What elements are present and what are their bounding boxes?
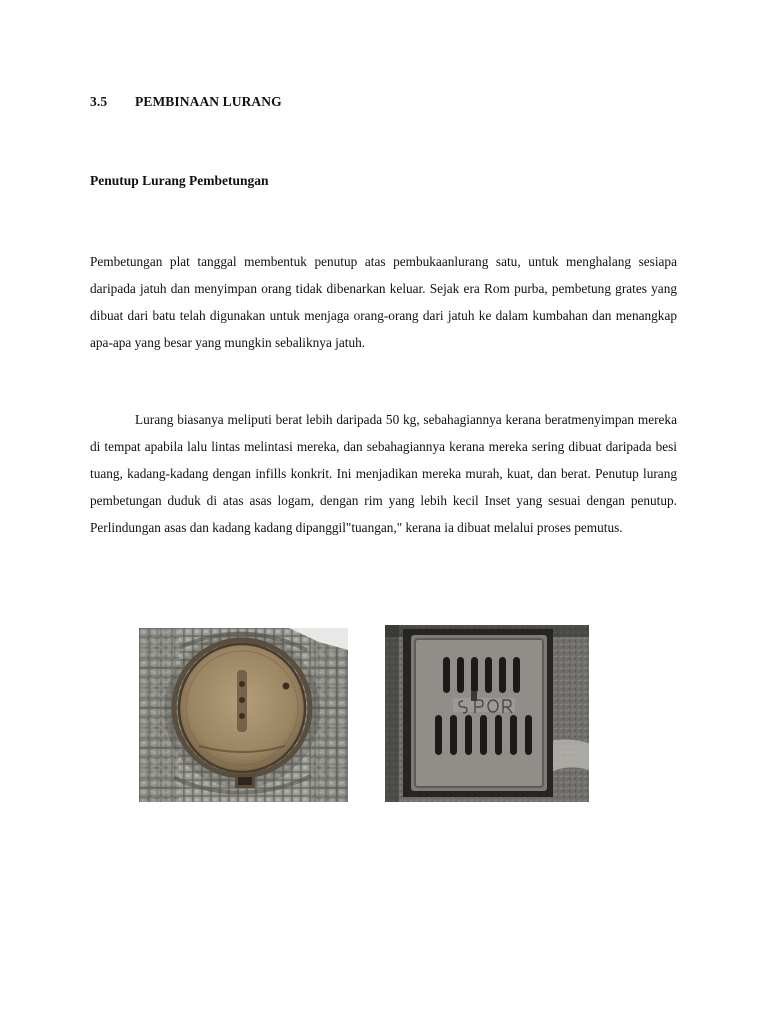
sewer-grate-photo xyxy=(385,625,589,802)
section-title: PEMBINAAN LURANG xyxy=(135,94,282,109)
subheading: Penutup Lurang Pembetungan xyxy=(90,173,269,188)
manhole-cover-photo xyxy=(139,628,348,802)
section-number: 3.5 xyxy=(90,94,108,109)
sewer-grate-image xyxy=(385,625,589,802)
section-heading xyxy=(90,94,282,110)
manhole-cover-image xyxy=(139,628,348,802)
paragraph-1: Pembetungan plat tanggal membentuk penutup atas pembukaanlurang satu, untuk menghalang sesiapa daripada jatuh dan menyimpan orang tidak dibenarkan keluar. Sejak era Rom purba, pembetung grates yang dibuat dari batu telah digunakan untuk menjaga orang-orang dari jatuh ke dalam kumbahan dan menangkap apa-apa yang besar yang mungkin sebaliknya jatuh. xyxy=(90,254,677,350)
paragraph-2: Lurang biasanya meliputi berat lebih daripada 50 kg, sebahagiannya kerana beratmenyimpan mereka di tempat apabila lalu lintas melintasi mereka, dan sebahagiannya kerana mereka sering dibuat daripada besi tuang, kadang-kadang dengan infills konkrit. Ini menjadikan mereka murah, kuat, dan berat. Penutup lurang pembetungan duduk di atas asas logam, dengan rim yang lebih kecil Inset yang sesuai dengan penutup. Perlindungan asas dan kadang kadang dipanggil"tuangan," kerana ia dibuat melalui proses pemutus. xyxy=(90,412,677,535)
